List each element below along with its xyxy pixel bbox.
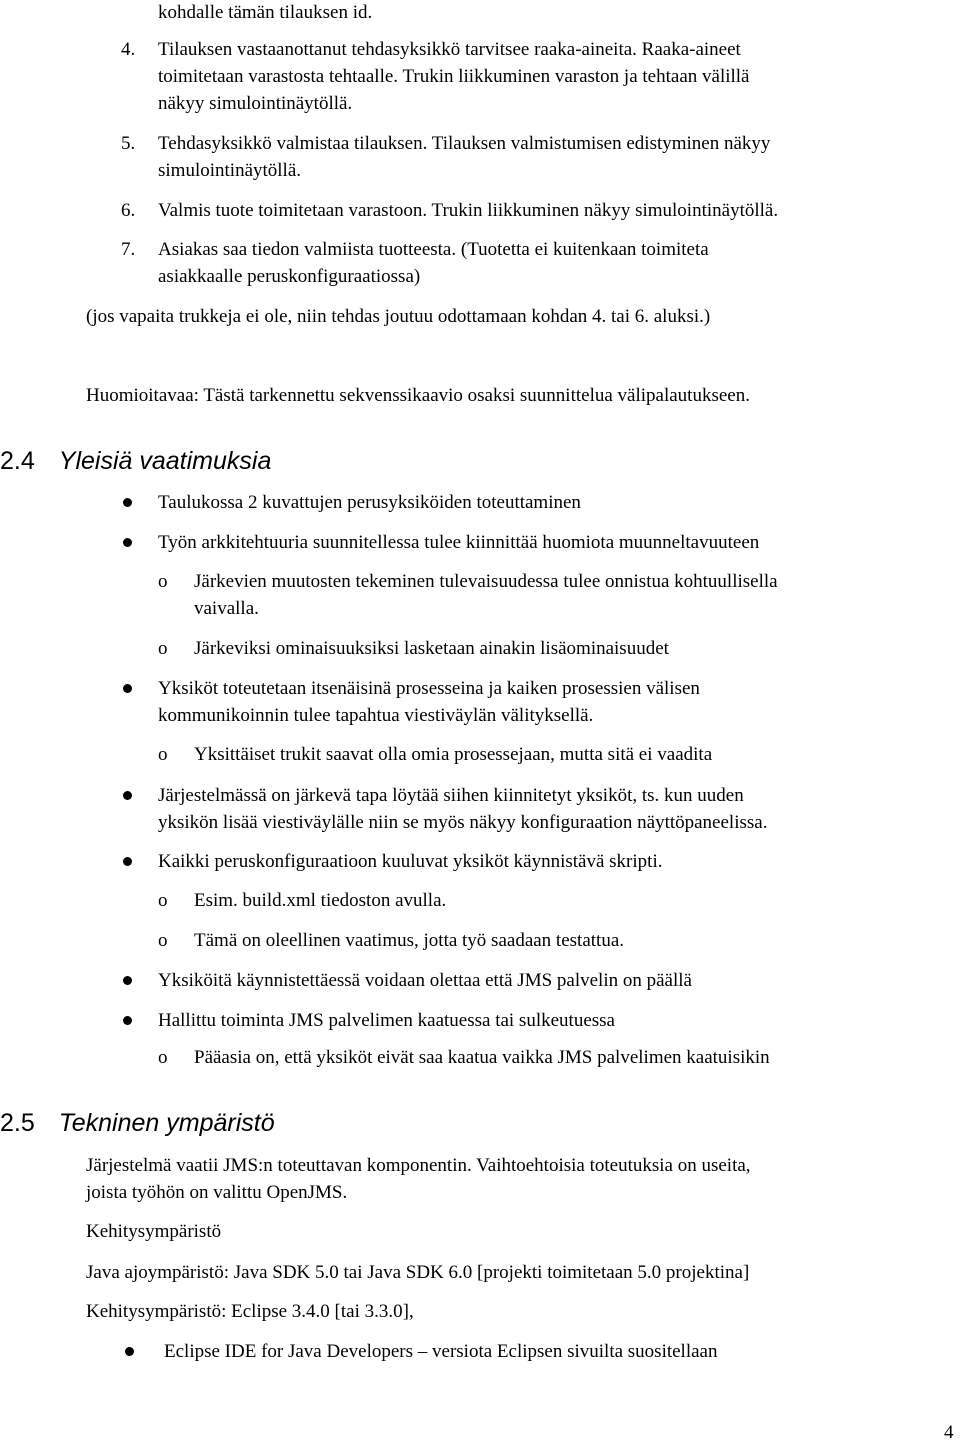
bullet-dot-icon: [123, 976, 132, 985]
section-title: Yleisiä vaatimuksia: [58, 447, 272, 475]
list-item: Yksiköt toteutetaan itsenäisinä prosesseina ja kaiken prosessien välisen: [158, 678, 700, 699]
bullet-dot-icon: [123, 538, 132, 547]
circle-bullet-icon: o: [158, 1047, 168, 1068]
list-subitem: Pääasia on, että yksiköt eivät saa kaatua vaikka JMS palvelimen kaatuisikin: [194, 1047, 770, 1068]
kehitys-heading: Kehitysympäristö: [86, 1221, 222, 1242]
list-item: Taulukossa 2 kuvattujen perusyksiköiden toteuttaminen: [158, 492, 581, 513]
page-number: 4: [944, 1422, 954, 1443]
bullet-dot-icon: [123, 791, 132, 800]
list-subitem: vaivalla.: [194, 598, 259, 619]
note-huomio: Huomioitavaa: Tästä tarkennettu sekvenssikaavio osaksi suunnittelua välipalautukseen.: [86, 385, 750, 406]
step-line: Asiakas saa tiedon valmiista tuotteesta. (Tuotetta ei kuitenkaan toimiteta: [158, 239, 709, 260]
step-line: toimitetaan varastosta tehtaalle. Trukin liikkuminen varaston ja tehtaan välillä: [158, 66, 750, 87]
step-number: 7.: [121, 239, 136, 260]
list-subitem: Järkevien muutosten tekeminen tulevaisuudessa tulee onnistua kohtuullisella: [194, 571, 778, 592]
step-number: 5.: [121, 133, 136, 154]
note-paren: (jos vapaita trukkeja ei ole, niin tehdas joutuu odottamaan kohdan 4. tai 6. aluksi.): [86, 306, 711, 327]
bullet-dot-icon: [125, 1347, 134, 1356]
step-number: 6.: [121, 200, 136, 221]
circle-bullet-icon: o: [158, 930, 168, 951]
list-item: Hallittu toiminta JMS palvelimen kaatuessa tai sulkeutuessa: [158, 1010, 615, 1031]
bullet-dot-icon: [123, 498, 132, 507]
list-item: kommunikoinnin tulee tapahtua viestiväylän välityksellä.: [158, 705, 594, 726]
list-subitem: Tämä on oleellinen vaatimus, jotta työ saadaan testattua.: [194, 930, 624, 951]
circle-bullet-icon: o: [158, 890, 168, 911]
list-item: Järjestelmässä on järkevä tapa löytää siihen kiinnitetyt yksiköt, ts. kun uuden: [158, 785, 744, 806]
section-heading-2-5: [0, 1108, 275, 1138]
paragraph-line: joista työhön on valittu OpenJMS.: [86, 1182, 348, 1203]
bullet-dot-icon: [123, 1016, 132, 1025]
list-item: Yksiköitä käynnistettäessä voidaan olettaa että JMS palvelin on päällä: [158, 970, 692, 991]
java-line: Java ajoympäristö: Java SDK 5.0 tai Java SDK 6.0 [projekti toimitetaan 5.0 projektina]: [86, 1262, 750, 1283]
circle-bullet-icon: o: [158, 744, 168, 765]
step-line: Valmis tuote toimitetaan varastoon. Trukin liikkuminen näkyy simulointinäytöllä.: [158, 200, 779, 221]
list-subitem: Yksittäiset trukit saavat olla omia prosessejaan, mutta sitä ei vaadita: [194, 744, 713, 765]
list-subitem: Esim. build.xml tiedoston avulla.: [194, 890, 447, 911]
step-line: näkyy simulointinäytöllä.: [158, 93, 353, 114]
bullet-dot-icon: [123, 857, 132, 866]
list-item: Eclipse IDE for Java Developers – versiota Eclipsen sivuilta suositellaan: [164, 1341, 718, 1362]
list-item: Työn arkkitehtuuria suunnitellessa tulee kiinnittää huomiota muunneltavuuteen: [158, 532, 760, 553]
list-subitem: Järkeviksi ominaisuuksiksi lasketaan ainakin lisäominaisuudet: [194, 638, 669, 659]
bullet-dot-icon: [123, 684, 132, 693]
step-line: Tehdasyksikkö valmistaa tilauksen. Tilauksen valmistumisen edistyminen näkyy: [158, 133, 771, 154]
list-item: Kaikki peruskonfiguraatioon kuuluvat yksiköt käynnistävä skripti.: [158, 851, 663, 872]
section-heading-2-4: [0, 446, 271, 476]
eclipse-line: Kehitysympäristö: Eclipse 3.4.0 [tai 3.3.0],: [86, 1301, 414, 1322]
circle-bullet-icon: o: [158, 571, 168, 592]
step-line: Tilauksen vastaanottanut tehdasyksikkö tarvitsee raaka-aineita. Raaka-aineet: [158, 39, 741, 60]
step-number: 4.: [121, 39, 136, 60]
section-number: 2.5: [0, 1109, 35, 1137]
section-title: Tekninen ympäristö: [58, 1109, 275, 1137]
intro-line: kohdalle tämän tilauksen id.: [158, 2, 373, 23]
circle-bullet-icon: o: [158, 638, 168, 659]
step-line: simulointinäytöllä.: [158, 160, 302, 181]
paragraph-line: Järjestelmä vaatii JMS:n toteuttavan komponentin. Vaihtoehtoisia toteutuksia on useita,: [86, 1155, 751, 1176]
section-number: 2.4: [0, 447, 35, 475]
step-line: asiakkaalle peruskonfiguraatiossa): [158, 266, 421, 287]
list-item: yksikön lisää viestiväylälle niin se myös näkyy konfiguraation näyttöpaneelissa.: [158, 812, 768, 833]
